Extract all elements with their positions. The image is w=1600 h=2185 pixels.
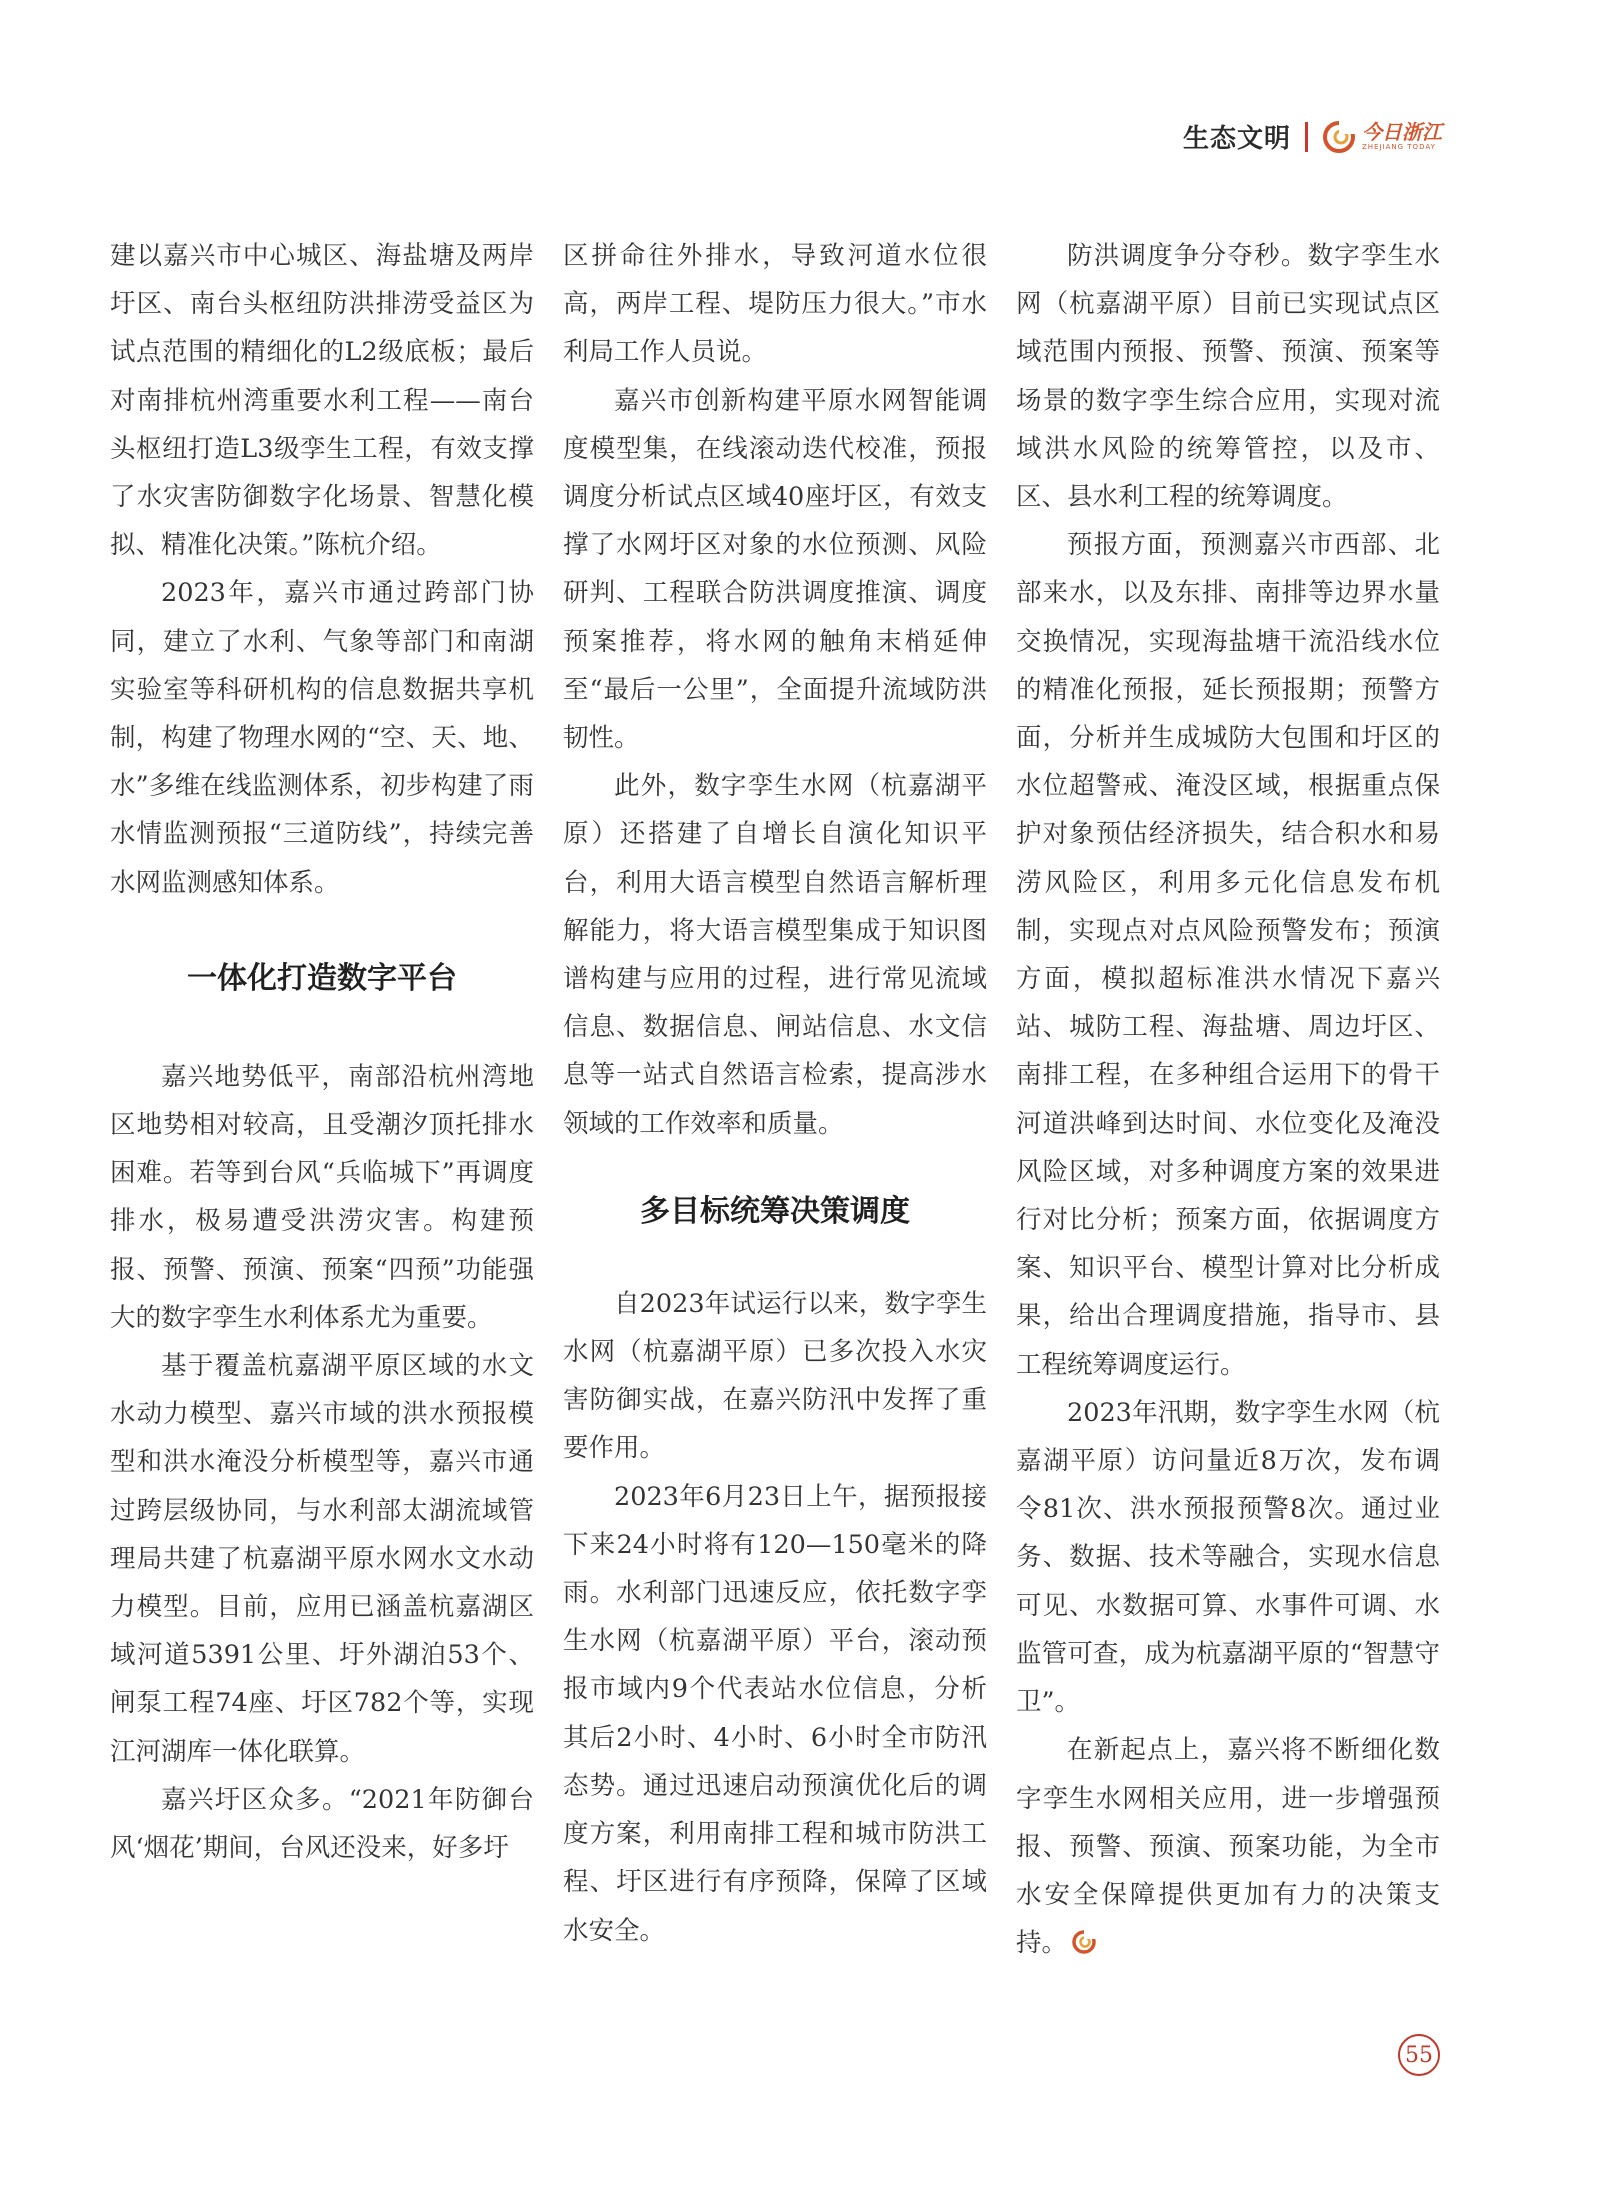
- column-2: [563, 232, 987, 1955]
- paragraph: 自2023年试运行以来，数字孪生水网（杭嘉湖平原）已多次投入水灾害防御实战，在嘉兴防汛中发挥了重要作用。: [563, 1288, 987, 1464]
- logo-subtext: ZHEJIANG TODAY: [1362, 143, 1436, 151]
- paragraph: 嘉兴市创新构建平原水网智能调度模型集，在线滚动迭代校准，预报调度分析试点区域40座圩区，有效支撑了水网圩区对象的水位预测、风险研判、工程联合防洪调度推演、调度预案推荐，将水网的触角末梢延伸至“最后一公里”，全面提升流域防洪韧性。: [563, 385, 987, 754]
- page-header: [1183, 118, 1442, 155]
- section-heading: 多目标统筹决策调度: [640, 1193, 910, 1229]
- paragraph: 2023年6月23日上午，据预报接下来24小时将有120—150毫米的降雨。水利部门迅速反应，依托数字孪生水网（杭嘉湖平原）平台，滚动预报市域内9个代表站水位信息，分析其后2小时、4小时、6小时全市防汛态势。通过迅速启动预演优化后的调度方案，利用南排工程和城市防洪工程、圩区进行有序预降，保障了区域水安全。: [563, 1481, 987, 1946]
- paragraph: 嘉兴圩区众多。“2021年防御台风‘烟花’期间，台风还没来，好多圩: [110, 1784, 534, 1864]
- paragraph: 建以嘉兴市中心城区、海盐塘及两岸圩区、南台头枢纽防洪排涝受益区为试点范围的精细化的L2级底板；最后对南排杭州湾重要水利工程——南台头枢纽打造L3级孪生工程，有效支撑了水灾害防御数字化场景、智慧化模拟、精准化决策。”陈杭介绍。: [110, 241, 534, 561]
- page-number: 55: [1398, 2034, 1440, 2076]
- column-3: [1016, 232, 1440, 1967]
- end-mark-icon: [1071, 1929, 1097, 1955]
- paragraph: 2023年汛期，数字孪生水网（杭嘉湖平原）访问量近8万次，发布调令81次、洪水预报预警8次。通过业务、数据、技术等融合，实现水信息可见、水数据可算、水事件可调、水监管可查，成为杭嘉湖平原的“智慧守卫”。: [1016, 1397, 1440, 1718]
- paragraph-text: 在新起点上，嘉兴将不断细化数字孪生水网相关应用，进一步增强预报、预警、预演、预案功能，为全市水安全保障提供更加有力的决策支持。: [1016, 1735, 1440, 1959]
- paragraph: 嘉兴地势低平，南部沿杭州湾地区地势相对较高，且受潮汐顶托排水困难。若等到台风“兵临城下”再调度排水，极易遭受洪涝灾害。构建预报、预警、预演、预案“四预”功能强大的数字孪生水利体系尤为重要。: [110, 1061, 534, 1333]
- paragraph: 此外，数字孪生水网（杭嘉湖平原）还搭建了自增长自演化知识平台，利用大语言模型自然语言解析理解能力，将大语言模型集成于知识图谱构建与应用的过程，进行常见流域信息、数据信息、闸站信息、水文信息等一站式自然语言检索，提高涉水领域的工作效率和质量。: [563, 771, 987, 1139]
- section-label: 生态文明: [1182, 124, 1291, 154]
- logo-swirl-icon: [1322, 120, 1356, 154]
- paragraph: 基于覆盖杭嘉湖平原区域的水文水动力模型、嘉兴市域的洪水预报模型和洪水淹没分析模型等，嘉兴市通过跨层级协同，与水利部太湖流域管理局共建了杭嘉湖平原水网水文水动力模型。目前，应用已涵盖杭嘉湖区域河道5391公里、圩外湖泊53个、闸泵工程74座、圩区782个等，实现江河湖库一体化联算。: [110, 1351, 534, 1767]
- paragraph: 防洪调度争分夺秒。数字孪生水网（杭嘉湖平原）目前已实现试点区域范围内预报、预警、预演、预案等场景的数字孪生综合应用，实现对流域洪水风险的统筹管控，以及市、区、县水利工程的统筹调度。: [1016, 241, 1440, 513]
- header-divider: [1305, 122, 1308, 152]
- logo-text: 今日浙江: [1362, 120, 1442, 144]
- paragraph-final: [1016, 1726, 1440, 1967]
- paragraph: 预报方面，预测嘉兴市西部、北部来水，以及东排、南排等边界水量交换情况，实现海盐塘干流沿线水位的精准化预报，延长预报期；预警方面，分析并生成城防大包围和圩区的水位超警戒、淹没区域，根据重点保护对象预估经济损失，结合积水和易涝风险区，利用多元化信息发布机制，实现点对点风险预警发布；预演方面，模拟超标准洪水情况下嘉兴站、城防工程、海盐塘、周边圩区、南排工程，在多种组合运用下的骨干河道洪峰到达时间、水位变化及淹没风险区域，对多种调度方案的效果进行对比分析；预案方面，依据调度方案、知识平台、模型计算对比分析成果，给出合理调度措施，指导市、县工程统筹调度运行。: [1016, 530, 1440, 1380]
- section-heading: 一体化打造数字平台: [187, 960, 457, 996]
- column-1: [110, 232, 534, 1872]
- paragraph: 2023年，嘉兴市通过跨部门协同，建立了水利、气象等部门和南湖实验室等科研机构的信息数据共享机制，构建了物理水网的“空、天、地、水”多维在线监测体系，初步构建了雨水情监测预报“三道防线”，持续完善水网监测感知体系。: [110, 578, 534, 898]
- magazine-logo: [1322, 120, 1442, 154]
- paragraph: 区拼命往外排水，导致河道水位很高，两岸工程、堤防压力很大。”市水利局工作人员说。: [563, 241, 987, 368]
